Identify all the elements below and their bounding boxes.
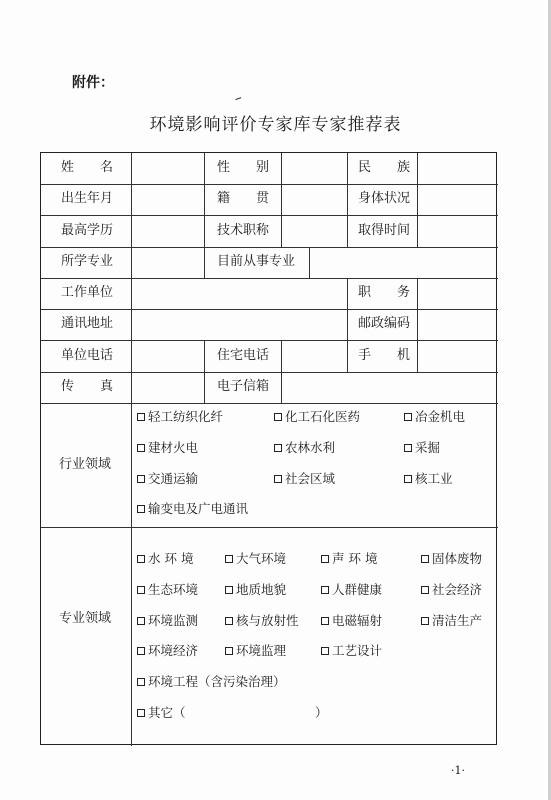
checkbox-icon xyxy=(225,555,233,563)
checkbox-icon xyxy=(421,617,429,625)
industry-option[interactable]: 核工业 xyxy=(404,471,453,487)
industry-option[interactable]: 化工石化医药 xyxy=(274,409,360,425)
industry-option[interactable]: 社会区域 xyxy=(274,471,335,487)
specialty-option[interactable]: 水 环 境 xyxy=(137,551,193,567)
checkbox-icon xyxy=(137,505,145,513)
health-label: 身体状况 xyxy=(358,191,411,206)
industry-option[interactable]: 冶金机电 xyxy=(404,409,465,425)
checkbox-icon xyxy=(274,444,282,452)
checkbox-icon xyxy=(225,647,233,655)
obtain-time-label: 取得时间 xyxy=(358,223,411,238)
checkbox-icon xyxy=(137,678,145,686)
checkbox-icon xyxy=(321,555,329,563)
specialty-option[interactable]: 地质地貌 xyxy=(225,582,286,598)
checkbox-icon xyxy=(404,413,412,421)
specialty-option[interactable]: 生态环境 xyxy=(137,582,198,598)
checkbox-icon xyxy=(404,444,412,452)
industry-option[interactable]: 农林水利 xyxy=(274,440,335,456)
gender-label: 性 别 xyxy=(217,160,270,175)
email-label: 电子信箱 xyxy=(217,379,270,394)
specialty-option[interactable]: 环境工程（含污染治理） xyxy=(137,674,286,690)
checkbox-icon xyxy=(137,617,145,625)
fax-label: 传 真 xyxy=(61,379,114,394)
checkbox-icon xyxy=(137,709,145,717)
checkbox-icon xyxy=(137,586,145,594)
checkbox-icon xyxy=(421,555,429,563)
specialty-option[interactable]: 大气环境 xyxy=(225,551,286,567)
checkbox-icon xyxy=(421,586,429,594)
industry-option[interactable]: 建材火电 xyxy=(137,440,198,456)
industry-option[interactable]: 采掘 xyxy=(404,440,440,456)
checkbox-icon xyxy=(321,586,329,594)
tech-title-label: 技术职称 xyxy=(217,223,270,238)
specialty-option[interactable]: 电磁辐射 xyxy=(321,613,382,629)
form-title: 环境影响评价专家库专家推荐表 xyxy=(149,115,402,135)
specialty-option[interactable]: 核与放射性 xyxy=(225,613,299,629)
other-close-paren: ） xyxy=(315,705,328,720)
specialty-field-label: 专业领域 xyxy=(59,611,112,626)
specialty-option[interactable]: 清洁生产 xyxy=(421,613,482,629)
industry-option[interactable]: 轻工纺织化纤 xyxy=(137,409,223,425)
education-label: 最高学历 xyxy=(61,223,114,238)
specialty-option[interactable]: 人群健康 xyxy=(321,582,382,598)
name-label: 姓 名 xyxy=(61,160,114,175)
specialty-option[interactable]: 环境经济 xyxy=(137,643,198,659)
specialty-option[interactable]: 固体废物 xyxy=(421,551,482,567)
native-place-label: 籍 贯 xyxy=(217,191,270,206)
major-label: 所学专业 xyxy=(61,254,114,269)
workplace-label: 工作单位 xyxy=(61,285,114,300)
specialty-option[interactable]: 社会经济 xyxy=(421,582,482,598)
current-major-label: 目前从事专业 xyxy=(217,254,296,269)
checkbox-icon xyxy=(225,586,233,594)
industry-option[interactable]: 交通运输 xyxy=(137,471,198,487)
specialty-option[interactable]: 声 环 境 xyxy=(321,551,377,567)
specialty-option-other[interactable]: 其它（ xyxy=(137,705,186,721)
specialty-option[interactable]: 环境监理 xyxy=(225,643,286,659)
ethnicity-label: 民 族 xyxy=(358,160,411,175)
checkbox-icon xyxy=(274,475,282,483)
pen-mark xyxy=(235,97,242,104)
checkbox-icon xyxy=(137,475,145,483)
birth-label: 出生年月 xyxy=(61,191,114,206)
postcode-label: 邮政编码 xyxy=(358,316,411,331)
checkbox-icon xyxy=(137,444,145,452)
checkbox-icon xyxy=(137,413,145,421)
home-phone-label: 住宅电话 xyxy=(217,348,270,363)
industry-option[interactable]: 输变电及广电通讯 xyxy=(137,501,248,517)
page-number: ·1· xyxy=(451,764,465,777)
checkbox-icon xyxy=(321,647,329,655)
checkbox-icon xyxy=(274,413,282,421)
work-phone-label: 单位电话 xyxy=(61,348,114,363)
checkbox-icon xyxy=(137,555,145,563)
checkbox-icon xyxy=(225,617,233,625)
position-label: 职 务 xyxy=(358,285,411,300)
mobile-label: 手 机 xyxy=(358,348,411,363)
industry-field-label: 行业领域 xyxy=(59,457,112,472)
recommendation-form-table xyxy=(40,152,497,745)
specialty-option[interactable]: 工艺设计 xyxy=(321,643,382,659)
attachment-label: 附件： xyxy=(72,75,114,91)
address-label: 通讯地址 xyxy=(61,316,114,331)
checkbox-icon xyxy=(321,617,329,625)
checkbox-icon xyxy=(137,647,145,655)
specialty-option[interactable]: 环境监测 xyxy=(137,613,198,629)
checkbox-icon xyxy=(404,475,412,483)
